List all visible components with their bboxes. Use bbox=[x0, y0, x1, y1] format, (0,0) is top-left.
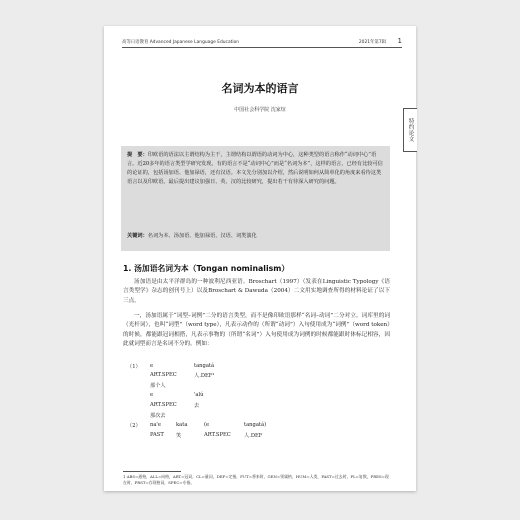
example-word: e bbox=[150, 363, 154, 369]
example-translation: 那个人 bbox=[150, 383, 166, 389]
article-title: 名词为本的语言 bbox=[221, 82, 299, 95]
example-word: tangatá bbox=[194, 363, 215, 369]
example-gloss: 人.DEF bbox=[244, 433, 263, 439]
keywords-line bbox=[127, 232, 384, 240]
document-page bbox=[104, 26, 416, 491]
example-gloss: 人.DEF¹ bbox=[194, 373, 215, 379]
abstract-label: 提 要： bbox=[127, 152, 148, 158]
example-gloss: 笑 bbox=[176, 433, 182, 439]
section-heading: 1. 汤加语名词为本（Tongan nominalism） bbox=[123, 264, 290, 273]
author-affiliation: 中国社会科学院 沈家煊 bbox=[234, 107, 286, 113]
footnote: 1 ABS=通格，ALL=向格，ART=冠词，CL=量词，DEF=定指，FUT=将来时，GEN=领属格，HUM=人类，PAST=过去时，PL=复数，PRES=现在时，PRST=存现格词，SPEC=专指。 bbox=[123, 474, 389, 486]
example-word: e bbox=[150, 392, 154, 398]
example-word: tangatá) bbox=[244, 422, 267, 428]
example-number-2: （2） bbox=[127, 423, 141, 429]
example-gloss: PAST bbox=[150, 432, 164, 438]
example-translation: 那次去 bbox=[150, 413, 166, 419]
section-side-tab: 特约论文 bbox=[403, 108, 417, 152]
issue-label: 2021年第7辑 bbox=[358, 40, 386, 45]
example-gloss: ART.SPEC bbox=[204, 432, 231, 438]
body-paragraph-1: 汤加语是由太平洋群岛的一种波利尼西亚语。Broschart（1997）（发表在Linguistic Typology《语言类型学》杂志的创刊号上）以及Broschart & Dawuda（2004）二文用实地调查所得的材料论证了以下三点。 bbox=[123, 279, 390, 304]
example-gloss: ART.SPEC bbox=[150, 372, 177, 378]
abstract-box bbox=[121, 146, 390, 251]
example-word: kata bbox=[176, 422, 188, 428]
abstract-text: 印欧语的语法以主谓结构为主干，主谓结构以谓语的动词为中心，这种类型的语言称作“动词中心”语言。近20多年的语言类型学研究发现，有的语言不是“动词中心”而是“名词为本”，这样的语言，已经有比较可信的论证的，包括汤加语、他加禄语，还有汉语。本文先分别加以介绍，然后说明如何从简单化的角度来看待这类语言以及印欧语。最后提出建议加强日、英、汉的比较研究，提出若干有待深入研究的问题。 bbox=[127, 152, 383, 185]
example-word: (e bbox=[204, 422, 210, 428]
example-gloss: 去 bbox=[194, 403, 200, 409]
journal-name: 高等日语教育 Advanced Japanese Language Education bbox=[122, 40, 240, 45]
page-number: 1 bbox=[397, 37, 402, 45]
keywords-text: 名词为本、汤加语、他加禄语、汉语、词类演化 bbox=[147, 233, 257, 239]
abstract-paragraph bbox=[127, 151, 384, 187]
body-paragraph-2: 一，汤加语属于“词型–词例”二分的语言类型，而不是像印欧语那样“名词–动词”二分对立。词库里的词（光杆词），也叫“词型”（word type），凡表示动作的（所谓“动词”）入句使用成为“词例”（word token）的时候，都能跟冠词相搭，凡表示事物的（所谓“名词”）入句使用成为词例的时候都能跟时体标记相容，因此就词型而言是名词不分的。例如： bbox=[123, 313, 390, 348]
keywords-label: 关键词： bbox=[127, 233, 148, 239]
header-rule bbox=[122, 47, 402, 48]
example-word: na'e bbox=[150, 422, 161, 428]
example-gloss: ART.SPEC bbox=[150, 402, 177, 408]
example-word: 'alú bbox=[194, 392, 204, 398]
example-number-1: （1） bbox=[127, 364, 141, 370]
footnote-rule bbox=[123, 471, 181, 472]
